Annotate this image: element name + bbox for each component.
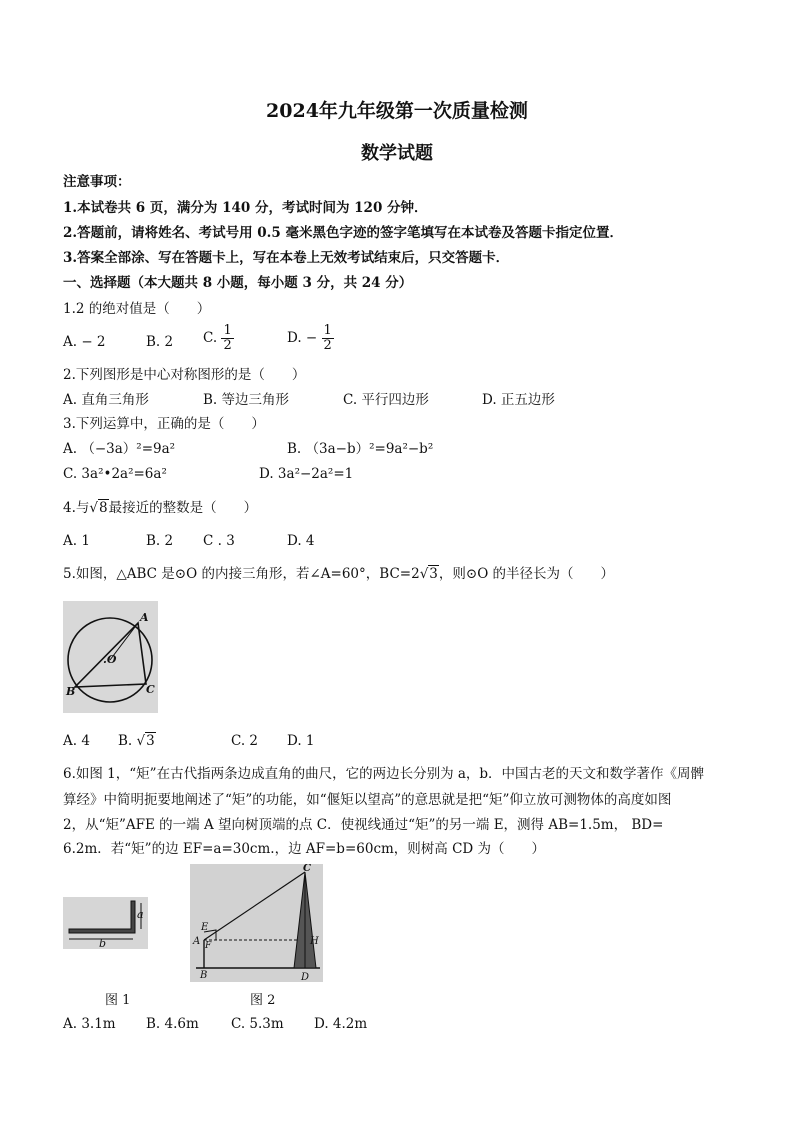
section-heading: 一、选择题（本大题共 8 小题，每小题 3 分，共 24 分） — [63, 275, 413, 291]
q3-option-d: D. 3a²−2a²=1 — [259, 466, 354, 482]
label-e: E — [201, 922, 209, 933]
sqrt-icon: √ — [136, 733, 146, 749]
label-c: C — [303, 864, 311, 874]
label-o: .O — [103, 653, 117, 666]
q1-option-d-prefix: D. − — [287, 330, 318, 346]
q5-option-a: A. 4 — [63, 733, 90, 749]
q6-option-d: D. 4.2m — [314, 1016, 368, 1032]
notes-heading: 注意事项： — [63, 174, 131, 190]
q6-option-a: A. 3.1m — [63, 1016, 116, 1032]
q1-option-a: A. − 2 — [63, 334, 106, 350]
label-a: a — [137, 908, 144, 921]
q1-option-d — [287, 324, 334, 353]
q6-figure-1 — [63, 897, 148, 949]
sqrt-icon: √ — [419, 566, 429, 582]
fig1-caption: 图 1 — [105, 993, 131, 1008]
q5-option-b — [118, 732, 156, 750]
q2-option-c: C. 平行四边形 — [343, 392, 429, 408]
fraction-denominator: 2 — [223, 338, 232, 353]
q5-radicand: 3 — [429, 566, 438, 582]
label-c: C — [146, 683, 155, 696]
fraction-numerator: 1 — [323, 323, 332, 338]
q3-option-c: C. 3a²•2a²=6a² — [63, 466, 167, 482]
q4-option-b: B. 2 — [146, 533, 174, 549]
q4-stem-prefix: 4.与 — [63, 500, 90, 516]
q4-option-a: A. 1 — [63, 533, 90, 549]
q2-option-b: B. 等边三角形 — [203, 392, 290, 408]
q5-option-d: D. 1 — [287, 733, 315, 749]
q6-line-2: 算经》中简明扼要地阐述了“矩”的功能，如“偃矩以望高”的意思就是把“矩”仰立放可测物体的高度如图 — [63, 792, 672, 808]
q6-line-1: 6.如图 1，“矩”在古代指两条边成直角的曲尺，它的两边长分别为 a，b．中国古老的天文和数学著作《周髀 — [63, 766, 705, 782]
q4-radicand: 8 — [99, 500, 108, 516]
q4-option-c: C . 3 — [203, 533, 235, 549]
label-h: H — [310, 936, 319, 947]
q4-stem-suffix: 最接近的整数是（ ） — [108, 500, 258, 516]
label-a: A — [140, 611, 149, 624]
exam-title: 2024年九年级第一次质量检测 — [266, 100, 528, 122]
q4-option-d: D. 4 — [287, 533, 315, 549]
q6-option-b: B. 4.6m — [146, 1016, 199, 1032]
q6-option-c: C. 5.3m — [231, 1016, 284, 1032]
q5-stem — [63, 565, 614, 583]
q1-option-b: B. 2 — [146, 334, 174, 350]
q1-option-c — [203, 324, 234, 353]
q5-option-c: C. 2 — [231, 733, 259, 749]
note-item-1: 1.本试卷共 6 页，满分为 140 分，考试时间为 120 分钟． — [63, 200, 428, 216]
label-d: D — [301, 972, 310, 982]
q4-stem — [63, 499, 257, 517]
label-b: b — [99, 937, 107, 949]
note-item-2: 2.答题前，请将姓名、考试号用 0.5 毫米黑色字迹的签字笔填写在本试卷及答题卡指定位置． — [63, 225, 623, 241]
q6-figure-2 — [190, 864, 323, 982]
q6-line-4: 6.2m．若“矩”的边 EF=a=30cm.，边 AF=b=60cm，则树高 CD 为（ ） — [63, 841, 546, 857]
q2-stem: 2.下列图形是中心对称图形的是（ ） — [63, 367, 306, 383]
sqrt-icon: √ — [89, 500, 98, 516]
q1-option-c-prefix: C. — [203, 330, 218, 346]
q1-stem: 1.2 的绝对值是（ ） — [63, 301, 211, 317]
q2-option-a: A. 直角三角形 — [63, 392, 149, 408]
label-b: B — [200, 970, 208, 981]
q3-option-a: A. （−3a）²=9a² — [63, 441, 176, 457]
q1-option-d-fraction — [322, 324, 334, 353]
q5-stem-prefix: 5.如图，△ABC 是⊙O 的内接三角形，若∠A=60°，BC=2 — [63, 566, 420, 582]
exam-subtitle: 数学试题 — [361, 143, 433, 164]
label-f: F — [205, 941, 212, 951]
label-a: A — [193, 936, 201, 947]
q5-option-b-prefix: B. — [118, 733, 133, 749]
fraction-denominator: 2 — [323, 338, 332, 353]
q3-option-b: B. （3a−b）²=9a²−b² — [287, 441, 434, 457]
q3-stem: 3.下列运算中，正确的是（ ） — [63, 416, 265, 432]
q2-option-d: D. 正五边形 — [482, 392, 555, 408]
note-item-3: 3.答案全部涂、写在答题卡上，写在本卷上无效考试结束后，只交答题卡． — [63, 250, 510, 266]
q6-line-3: 2，从“矩”AFE 的一端 A 望向树顶端的点 C．使视线通过“矩”的另一端 E，测得 AB=1.5m， BD= — [63, 817, 664, 833]
q5-circle-figure — [63, 601, 158, 713]
fraction-numerator: 1 — [223, 323, 232, 338]
fig2-caption: 图 2 — [250, 993, 276, 1008]
q5-option-b-radicand: 3 — [146, 733, 155, 749]
q1-option-c-fraction — [221, 324, 233, 353]
q5-stem-suffix: ，则⊙O 的半径长为（ ） — [438, 566, 615, 582]
label-b: B — [66, 685, 76, 698]
